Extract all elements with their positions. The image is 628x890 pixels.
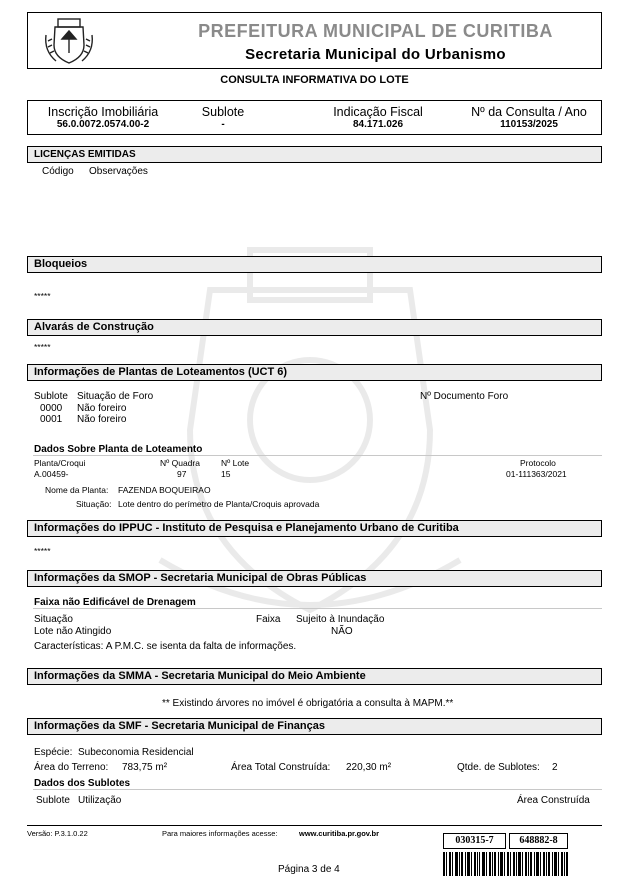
website-link[interactable]: www.curitiba.pr.gov.br bbox=[299, 829, 380, 838]
smma-note: ** Existindo árvores no imóvel é obrigatória a consulta à MAPM.** bbox=[162, 698, 454, 709]
smf-col-utilizacao: Utilização bbox=[78, 795, 122, 806]
planta-croqui-value: A.00459- bbox=[34, 469, 69, 479]
alvaras-value: ***** bbox=[34, 342, 51, 352]
page-number: Página 3 de 4 bbox=[278, 864, 340, 875]
licencas-col-observacoes: Observações bbox=[89, 166, 148, 177]
licencas-col-codigo: Código bbox=[42, 166, 74, 177]
nome-planta-value: FAZENDA BOQUEIRAO bbox=[118, 485, 211, 495]
plantas-section-header: Informações de Plantas de Loteamentos (UCT 6) bbox=[27, 364, 602, 381]
smf-col-area: Área Construída bbox=[517, 795, 590, 806]
inscricao-field bbox=[38, 105, 168, 130]
consulta-value: 110153/2025 bbox=[500, 119, 558, 130]
indicacao-value: 84.171.026 bbox=[352, 119, 404, 130]
smf-section-header: Informações da SMF - Secretaria Municipal de Finanças bbox=[27, 718, 602, 735]
smop-situacao-value: Lote não Atingido bbox=[34, 626, 112, 637]
ippuc-section-header: Informações do IPPUC - Instituto de Pesquisa e Planejamento Urbano de Curitiba bbox=[27, 520, 602, 537]
smop-sujeito-value: NÃO bbox=[331, 626, 353, 637]
divider bbox=[33, 455, 602, 456]
plantas-row-situacao: Não foreiro bbox=[77, 414, 127, 425]
document-code-2: 648882-8 bbox=[509, 833, 568, 849]
indicacao-label: Indicação Fiscal bbox=[333, 105, 423, 119]
quadra-value: 97 bbox=[177, 469, 187, 479]
smop-situacao-label: Situação bbox=[34, 614, 73, 625]
plantas-col-situacao: Situação de Foro bbox=[77, 391, 154, 402]
footer-divider bbox=[27, 825, 602, 826]
plantas-col-sublote: Sublote bbox=[34, 391, 68, 402]
inscricao-value: 56.0.0072.0574.00-2 bbox=[56, 119, 150, 130]
alvaras-section-header: Alvarás de Construção bbox=[27, 319, 602, 336]
smf-col-sublote: Sublote bbox=[36, 795, 70, 806]
document-code-1: 030315-7 bbox=[443, 833, 506, 849]
qtde-sublotes-value: 2 bbox=[552, 762, 558, 773]
protocolo-value: 01-111363/2021 bbox=[506, 469, 567, 479]
smop-faixa-label: Faixa bbox=[256, 614, 281, 625]
plantas-row-sublote: 0001 bbox=[40, 414, 63, 425]
lote-value: 15 bbox=[221, 469, 231, 479]
smma-section-header: Informações da SMMA - Secretaria Municipal do Meio Ambiente bbox=[27, 668, 602, 685]
dados-planta-title: Dados Sobre Planta de Loteamento bbox=[34, 444, 203, 455]
consulta-label: Nº da Consulta / Ano bbox=[471, 105, 587, 119]
divider bbox=[33, 608, 602, 609]
watermark-crest bbox=[100, 230, 520, 650]
protocolo-label: Protocolo bbox=[520, 458, 556, 468]
more-info-text: Para maiores informações acesse: bbox=[162, 829, 278, 838]
situacao-planta-label: Situação: bbox=[76, 499, 112, 509]
sublote-value: - bbox=[221, 119, 225, 130]
bloqueios-value: ***** bbox=[34, 291, 51, 301]
document-title: CONSULTA INFORMATIVA DO LOTE bbox=[220, 74, 409, 86]
secretariat-title: Secretaria Municipal do Urbanismo bbox=[245, 46, 506, 63]
area-total-value: 220,30 m² bbox=[346, 762, 392, 773]
area-total-label: Área Total Construída: bbox=[231, 762, 331, 773]
qtde-sublotes-label: Qtde. de Sublotes: bbox=[457, 762, 540, 773]
quadra-label: Nº Quadra bbox=[160, 458, 200, 468]
smop-caracteristicas: Características: A P.M.C. se isenta da falta de informações. bbox=[34, 641, 297, 652]
licencas-section-header: LICENÇAS EMITIDAS bbox=[27, 146, 602, 163]
indicacao-field bbox=[323, 105, 433, 130]
plantas-row-sublote: 0000 bbox=[40, 403, 63, 414]
area-terreno-value: 783,75 m² bbox=[122, 762, 168, 773]
faixa-drenagem-title: Faixa não Edificável de Drenagem bbox=[34, 597, 196, 608]
header-box bbox=[27, 12, 602, 69]
barcode-icon bbox=[443, 852, 568, 876]
planta-croqui-label: Planta/Croqui bbox=[34, 458, 86, 468]
smop-section-header: Informações da SMOP - Secretaria Municipal de Obras Públicas bbox=[27, 570, 602, 587]
property-info-box bbox=[27, 100, 602, 135]
sublote-field bbox=[188, 105, 258, 130]
divider bbox=[33, 789, 602, 790]
area-terreno-label: Área do Terreno: bbox=[34, 762, 109, 773]
especie-label: Espécie: bbox=[34, 747, 73, 758]
situacao-planta-value: Lote dentro do perímetro de Planta/Croquis aprovada bbox=[118, 499, 320, 509]
city-hall-title: PREFEITURA MUNICIPAL DE CURITIBA bbox=[198, 21, 553, 41]
smop-sujeito-label: Sujeito à Inundação bbox=[296, 614, 385, 625]
sublote-label: Sublote bbox=[201, 105, 245, 119]
bloqueios-section-header: Bloqueios bbox=[27, 256, 602, 273]
consulta-field bbox=[463, 105, 595, 130]
plantas-row-situacao: Não foreiro bbox=[77, 403, 127, 414]
lote-label: Nº Lote bbox=[221, 458, 250, 468]
plantas-col-documento: Nº Documento Foro bbox=[420, 391, 509, 402]
version-text: Versão: P.3.1.0.22 bbox=[27, 829, 88, 838]
dados-sublotes-title: Dados dos Sublotes bbox=[34, 778, 131, 789]
inscricao-label: Inscrição Imobiliária bbox=[47, 105, 159, 119]
nome-planta-label: Nome da Planta: bbox=[45, 485, 109, 495]
especie-value: Subeconomia Residencial bbox=[78, 747, 194, 758]
ippuc-value: ***** bbox=[34, 546, 51, 556]
